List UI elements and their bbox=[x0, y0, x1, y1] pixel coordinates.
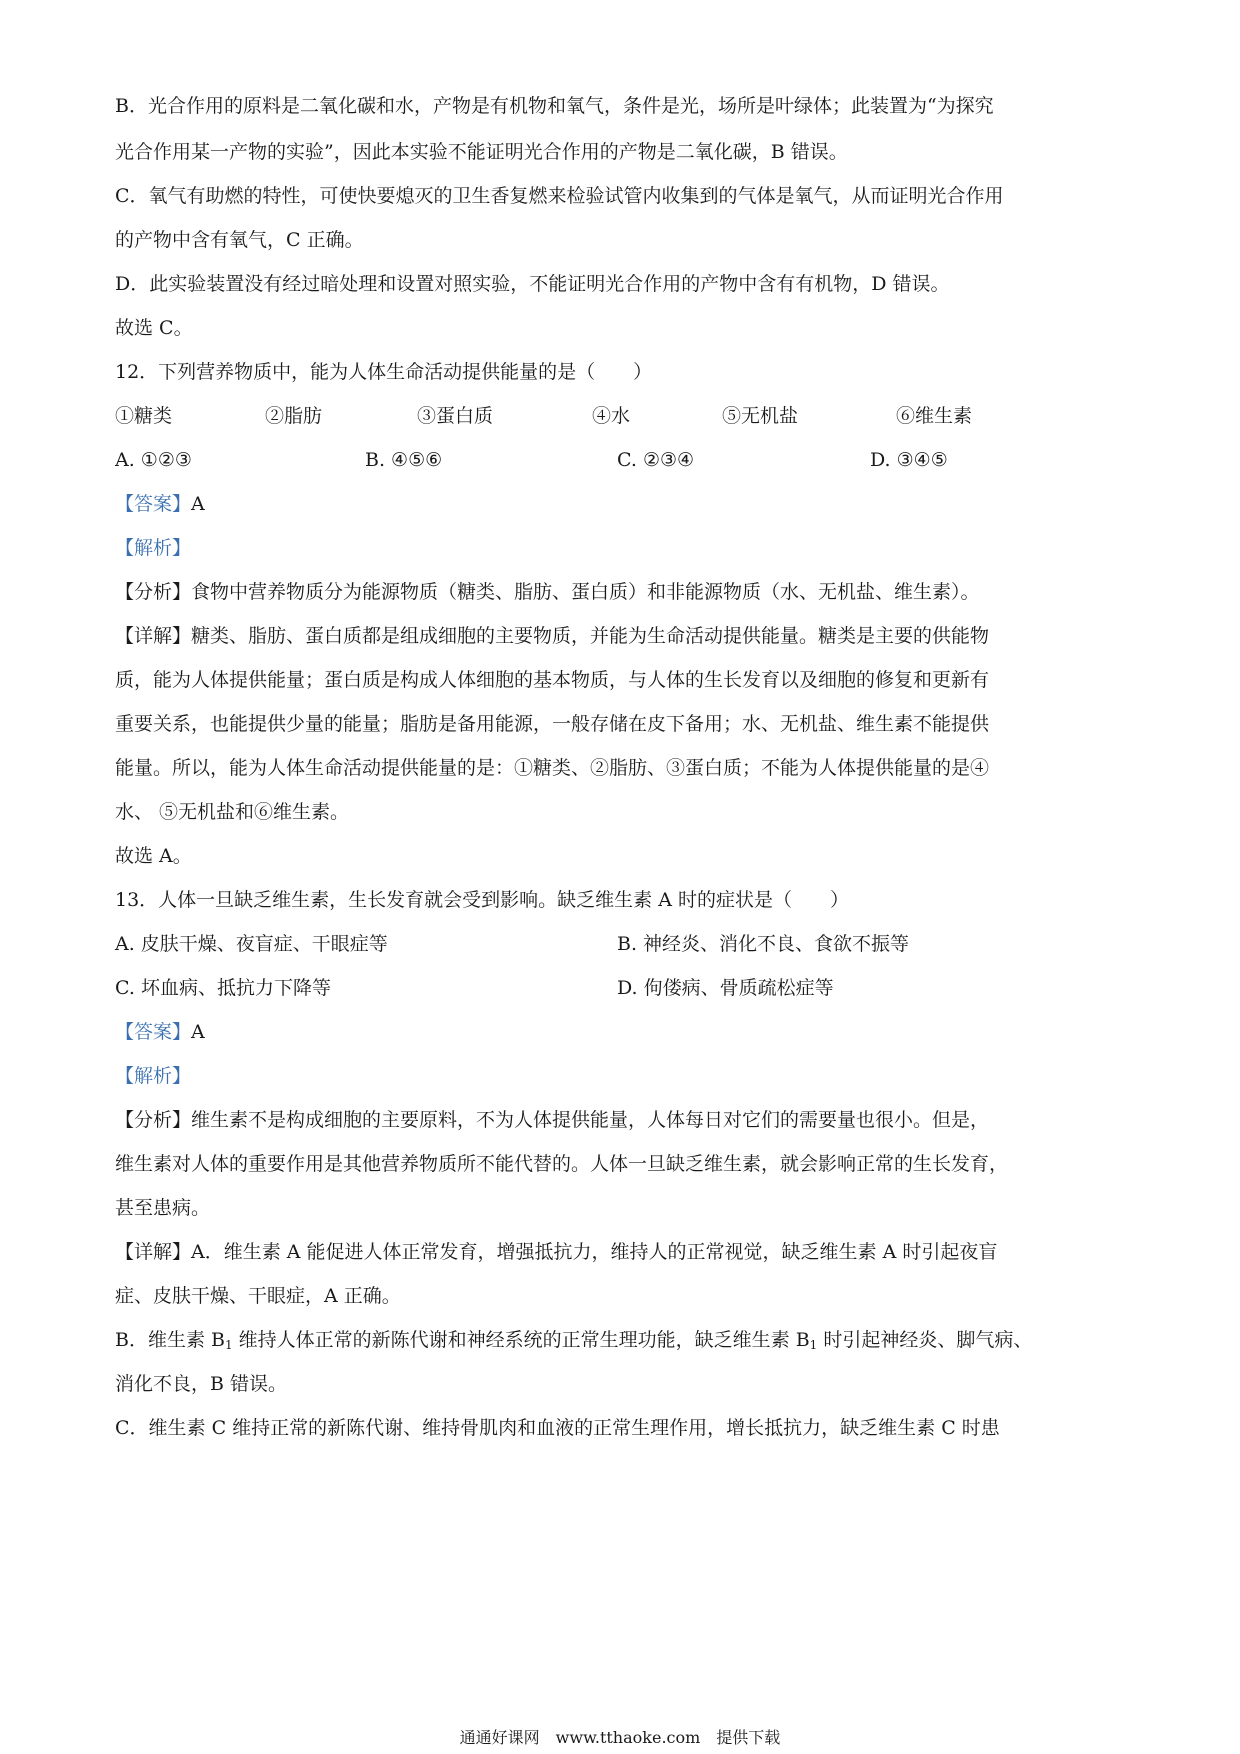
analysis-tag: 【解析】 bbox=[115, 1065, 192, 1087]
option-a: A. ①②③ bbox=[115, 449, 192, 471]
text-line: 症、皮肤干燥、干眼症，A 正确。 bbox=[115, 1285, 401, 1307]
text-line: B．光合作用的原料是二氧化碳和水，产物是有机物和氧气，条件是光，场所是叶绿体；此装置为“为探究 bbox=[115, 95, 994, 117]
text-line: 【分析】维生素不是构成细胞的主要原料，不为人体提供能量，人体每日对它们的需要量也很小。但是， bbox=[115, 1109, 990, 1131]
text-line: 【详解】A．维生素 A 能促进人体正常发育，增强抵抗力，维持人的正常视觉，缺乏维生素 A 时引起夜盲 bbox=[115, 1241, 998, 1263]
text-line: 能量。所以，能为人体生命活动提供能量的是：①糖类、②脂肪、③蛋白质；不能为人体提供能量的是④ bbox=[115, 757, 990, 779]
answer-line bbox=[115, 1020, 205, 1044]
option-b: B. 神经炎、消化不良、食欲不振等 bbox=[617, 933, 910, 955]
text-line: D．此实验装置没有经过暗处理和设置对照实验，不能证明光合作用的产物中含有有机物，D 错误。 bbox=[115, 273, 950, 295]
item: ④水 bbox=[592, 405, 631, 427]
subscript: 1 bbox=[809, 1338, 818, 1352]
text-segment: B．维生素 B bbox=[115, 1329, 225, 1351]
answer-value: A bbox=[191, 493, 205, 515]
question-13-stem: 13．人体一旦缺乏维生素，生长发育就会受到影响。缺乏维生素 A 时的症状是（ ） bbox=[115, 889, 849, 911]
footer-watermark: 通通好课网 www.tthaoke.com 提供下载 bbox=[459, 1728, 781, 1747]
option-c: C. 坏血病、抵抗力下降等 bbox=[115, 977, 331, 999]
text-line: C．氧气有助燃的特性，可使快要熄灭的卫生香复燃来检验试管内收集到的气体是氧气，从而证明光合作用 bbox=[115, 185, 1004, 207]
text-line: C．维生素 C 维持正常的新陈代谢、维持骨肌肉和血液的正常生理作用，增长抵抗力，缺乏维生素 C 时患 bbox=[115, 1417, 1000, 1439]
option-b: B. ④⑤⑥ bbox=[365, 449, 443, 471]
text-line: 的产物中含有氧气，C 正确。 bbox=[115, 229, 364, 251]
text-line: 甚至患病。 bbox=[115, 1197, 211, 1219]
item: ⑤无机盐 bbox=[722, 405, 799, 427]
analysis-tag: 【解析】 bbox=[115, 537, 192, 559]
answer-value: A bbox=[191, 1021, 205, 1043]
question-12-stem: 12．下列营养物质中，能为人体生命活动提供能量的是（ ） bbox=[115, 361, 653, 383]
option-d: D. ③④⑤ bbox=[870, 449, 948, 471]
answer-line bbox=[115, 492, 205, 516]
item: ②脂肪 bbox=[265, 405, 323, 427]
text-line: 故选 A。 bbox=[115, 845, 192, 867]
text-line: 重要关系，也能提供少量的能量；脂肪是备用能源，一般存储在皮下备用；水、无机盐、维生素不能提供 bbox=[115, 713, 990, 735]
option-a: A. 皮肤干燥、夜盲症、干眼症等 bbox=[115, 933, 388, 955]
text-line: 维生素对人体的重要作用是其他营养物质所不能代替的。人体一旦缺乏维生素，就会影响正常的生长发育， bbox=[115, 1153, 1009, 1175]
text-line: 【分析】食物中营养物质分为能源物质（糖类、脂肪、蛋白质）和非能源物质（水、无机盐、维生素）。 bbox=[115, 581, 980, 603]
subscript: 1 bbox=[224, 1338, 233, 1352]
option-c: C. ②③④ bbox=[617, 449, 695, 471]
item: ①糖类 bbox=[115, 405, 173, 427]
text-line: 光合作用某一产物的实验”，因此本实验不能证明光合作用的产物是二氧化碳，B 错误。 bbox=[115, 141, 848, 163]
text-line: 质，能为人体提供能量；蛋白质是构成人体细胞的基本物质，与人体的生长发育以及细胞的修复和更新有 bbox=[115, 669, 990, 691]
answer-tag: 【答案】 bbox=[115, 1021, 192, 1043]
item: ③蛋白质 bbox=[417, 405, 494, 427]
text-line: 消化不良，B 错误。 bbox=[115, 1373, 288, 1395]
text-segment: 维持人体正常的新陈代谢和神经系统的正常生理功能，缺乏维生素 B bbox=[232, 1329, 810, 1351]
text-line: 故选 C。 bbox=[115, 317, 193, 339]
text-line bbox=[115, 1328, 1032, 1357]
answer-tag: 【答案】 bbox=[115, 493, 192, 515]
text-segment: 时引起神经炎、脚气病、 bbox=[817, 1329, 1033, 1351]
text-line: 水、 ⑤无机盐和⑥维生素。 bbox=[115, 801, 350, 823]
text-line: 【详解】糖类、脂肪、蛋白质都是组成细胞的主要物质，并能为生命活动提供能量。糖类是主要的供能物 bbox=[115, 625, 990, 647]
option-d: D. 佝偻病、骨质疏松症等 bbox=[617, 977, 834, 999]
item: ⑥维生素 bbox=[896, 405, 973, 427]
